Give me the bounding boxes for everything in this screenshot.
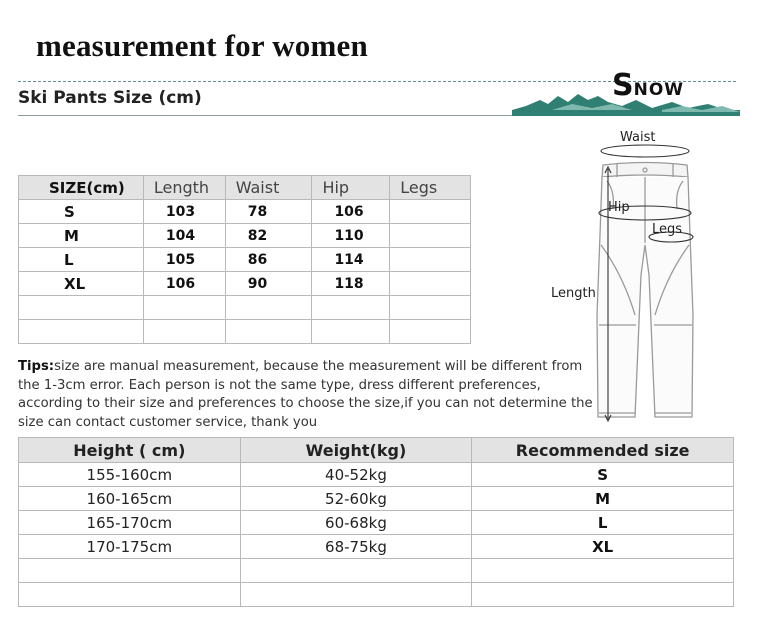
size-cell: XL [19, 272, 144, 296]
rec-table-header [19, 438, 734, 463]
table-row [19, 559, 734, 583]
diagram-label-length: Length [551, 286, 596, 301]
hip-cell [312, 296, 390, 320]
hip-cell: 118 [312, 272, 390, 296]
weight-cell [240, 559, 472, 583]
height-cell: 160-165cm [19, 487, 241, 511]
table-row [19, 535, 734, 559]
table-row [19, 511, 734, 535]
legs-cell [390, 272, 471, 296]
recommended-size-cell: M [472, 487, 734, 511]
size-cell [19, 296, 144, 320]
length-cell: 105 [143, 248, 225, 272]
waist-cell: 86 [225, 248, 312, 272]
size-table [18, 175, 471, 344]
section-title-unit: (cm) [158, 88, 202, 108]
recommended-size-cell: S [472, 463, 734, 487]
length-cell: 104 [143, 224, 225, 248]
waist-cell: 82 [225, 224, 312, 248]
table-row [19, 272, 471, 296]
table-row [19, 248, 471, 272]
height-cell [19, 583, 241, 607]
hip-cell [312, 320, 390, 344]
length-cell: 103 [143, 200, 225, 224]
table-row [19, 200, 471, 224]
legs-cell [390, 200, 471, 224]
size-header-waist: Waist [225, 176, 312, 200]
diagram-label-hip: Hip [608, 200, 630, 215]
hip-cell: 110 [312, 224, 390, 248]
waist-cell: 90 [225, 272, 312, 296]
table-row [19, 224, 471, 248]
brand-logo-rest: NOW [633, 80, 685, 100]
section-title-text: Ski Pants Size [18, 88, 153, 108]
height-cell: 165-170cm [19, 511, 241, 535]
recommended-size-cell [472, 583, 734, 607]
tips-text: size are manual measurement, because the measurement will be different from the 1-3cm error. Each person is not the same type, dress different preferences, according to their size and preferences to choose the size,if you can not determine the size can contact customer service, thank you [18, 359, 593, 430]
size-header-length: Length [143, 176, 225, 200]
brand-logo-initial: S [612, 68, 634, 103]
height-cell: 155-160cm [19, 463, 241, 487]
brand-logo [612, 68, 684, 103]
waist-cell [225, 320, 312, 344]
recommended-size-table [18, 437, 734, 607]
size-cell [19, 320, 144, 344]
waist-cell [225, 296, 312, 320]
table-row [19, 320, 471, 344]
table-row [19, 487, 734, 511]
legs-cell [390, 320, 471, 344]
diagram-label-waist: Waist [620, 130, 656, 145]
hip-cell: 114 [312, 248, 390, 272]
recommended-size-cell: XL [472, 535, 734, 559]
height-cell: 170-175cm [19, 535, 241, 559]
rec-header-height: Height ( cm) [19, 438, 241, 463]
size-header-hip: Hip [312, 176, 390, 200]
section-title [18, 88, 202, 108]
tips-note [18, 358, 593, 432]
weight-cell [240, 583, 472, 607]
size-header-size: SIZE(cm) [19, 176, 144, 200]
recommended-size-cell [472, 559, 734, 583]
page-title: measurement for women [36, 28, 368, 63]
diagram-label-legs: Legs [652, 222, 683, 237]
legs-cell [390, 224, 471, 248]
length-cell: 106 [143, 272, 225, 296]
weight-cell: 60-68kg [240, 511, 472, 535]
size-cell: M [19, 224, 144, 248]
hip-cell: 106 [312, 200, 390, 224]
rec-header-weight: Weight(kg) [240, 438, 472, 463]
rec-header-size: Recommended size [472, 438, 734, 463]
tips-label: Tips: [18, 359, 55, 374]
legs-cell [390, 296, 471, 320]
legs-cell [390, 248, 471, 272]
table-row [19, 463, 734, 487]
table-row [19, 583, 734, 607]
length-cell [143, 320, 225, 344]
size-cell: L [19, 248, 144, 272]
length-cell [143, 296, 225, 320]
height-cell [19, 559, 241, 583]
size-cell: S [19, 200, 144, 224]
weight-cell: 52-60kg [240, 487, 472, 511]
size-header-legs: Legs [390, 176, 471, 200]
weight-cell: 40-52kg [240, 463, 472, 487]
recommended-size-cell: L [472, 511, 734, 535]
waist-cell: 78 [225, 200, 312, 224]
weight-cell: 68-75kg [240, 535, 472, 559]
size-table-header [19, 176, 471, 200]
table-row [19, 296, 471, 320]
